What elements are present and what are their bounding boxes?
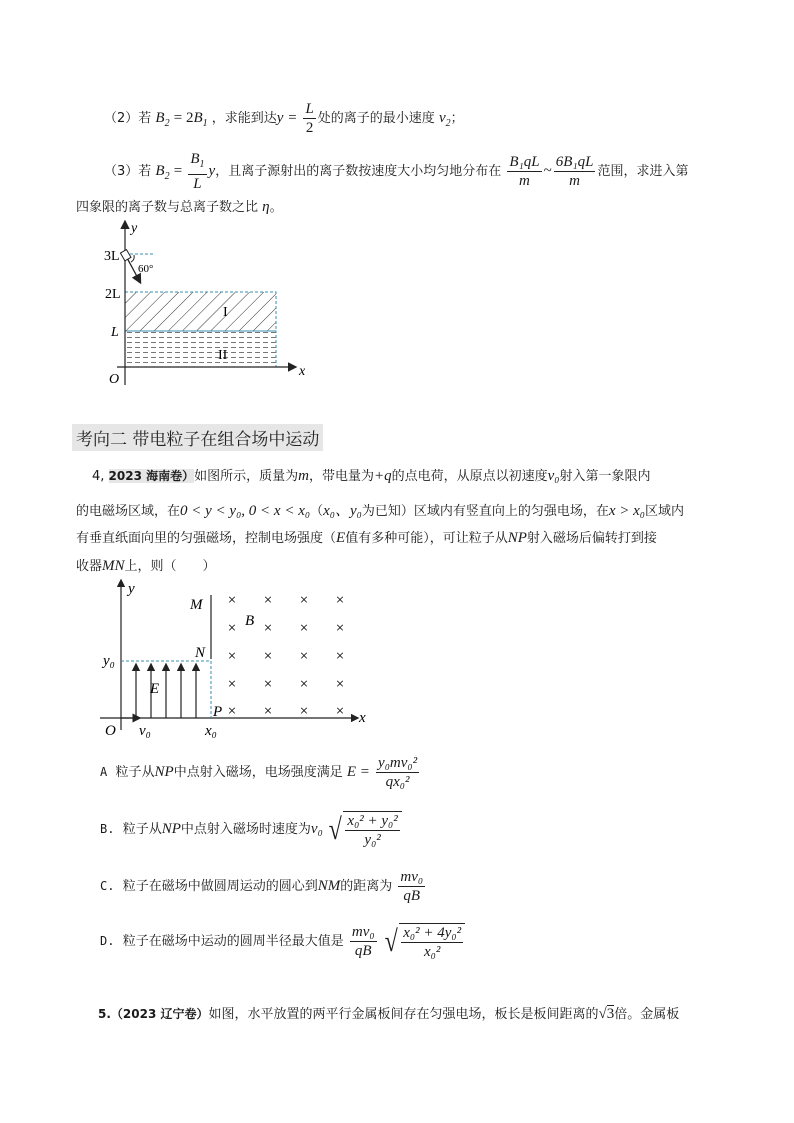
b-field-cross: ×	[299, 648, 309, 665]
angle-label: 60°	[138, 263, 154, 275]
q4-text: 区域内	[645, 504, 685, 519]
y-var: y	[208, 163, 216, 179]
mass-var: m	[298, 468, 309, 484]
x-axis-label: x	[299, 364, 306, 379]
q4-text: （	[310, 504, 324, 519]
b-field-cross: ×	[335, 648, 345, 665]
q4-text: 为已知）区域内有竖直向上的匀强电场，在	[361, 504, 609, 519]
option-text: 中点射入磁场，电场强度满足	[173, 765, 343, 780]
period: 。	[269, 200, 283, 215]
q5-source: （2023 辽宁卷）	[110, 1007, 209, 1021]
b-field-cross: ×	[263, 648, 273, 665]
y-axis-label: y	[131, 221, 138, 236]
q4-line4	[76, 555, 216, 575]
n-label: N	[195, 645, 206, 661]
np-var: NP	[161, 821, 181, 837]
y-eq: y =	[276, 110, 298, 126]
ion-source	[120, 250, 131, 261]
np-var: NP	[507, 530, 527, 546]
p-label: P	[213, 704, 223, 720]
option-text: 粒子从	[122, 822, 162, 837]
q4-text: 的点电荷，从原点以初速度	[391, 469, 548, 484]
q3-part3-line2-text: 四象限的离子数与总离子数之比	[76, 200, 259, 215]
condition-2: x > x₀	[608, 503, 646, 519]
b1-var: $B_1$	[193, 110, 208, 129]
fraction-L-over-2: $\frac{L}{2}$	[305, 101, 314, 136]
option-text: 的距离为	[340, 879, 393, 894]
part-label: （3）若	[104, 164, 152, 179]
option-b[interactable]	[100, 804, 402, 855]
q3-part3-text2: 范围，求进入第	[597, 164, 689, 179]
q4-text: 如图所示，质量为	[194, 469, 299, 484]
q4-text: 收器	[76, 559, 103, 574]
b-field-cross: ×	[263, 620, 273, 637]
part-label: （2）若	[104, 111, 152, 126]
v0-label: v₀	[139, 723, 151, 739]
option-c-fraction: $\frac{\text{mv₀}}{qB}$	[400, 869, 424, 904]
option-d[interactable]	[100, 916, 465, 967]
option-text: 粒子从	[115, 765, 155, 780]
fraction-range-low: $\frac{\text{B₁qL}}{m}$	[509, 154, 540, 189]
mn-var: MN	[102, 558, 125, 574]
region-2-label: II	[218, 348, 228, 363]
region-2-dashed	[125, 331, 276, 367]
tilde: ~	[543, 163, 552, 179]
condition-1: 0 < y < y₀, 0 < x < x₀	[180, 503, 311, 519]
b-field-cross: ×	[335, 592, 345, 609]
q4-line1	[92, 465, 651, 485]
q3-part2-line	[104, 100, 464, 142]
q3-part3-line1	[104, 150, 688, 195]
b-field-cross: ×	[335, 676, 345, 693]
option-c[interactable]	[100, 866, 427, 907]
b-field-cross: ×	[263, 676, 273, 693]
equals-2: = 2	[173, 110, 194, 126]
b-field-cross: ×	[263, 703, 273, 720]
option-text: 粒子在磁场中运动的圆周半径最大值是	[122, 934, 344, 949]
option-text: 中点射入磁场时速度为	[180, 822, 311, 837]
b-field-cross: ×	[335, 620, 345, 637]
option-d-sqrt: √ $\frac{\text{x₀² + 4y₀²}}{\text{x₀²}}$	[383, 922, 465, 962]
option-a[interactable]	[100, 752, 421, 793]
q3-part3-line2	[76, 196, 283, 216]
b-field-cross: ×	[299, 620, 309, 637]
q4-text: 有垂直纸面向里的匀强磁场，控制电场强度（	[76, 531, 337, 546]
b-field-cross: ×	[263, 592, 273, 609]
region-1-label: I	[223, 305, 228, 320]
q4-text: 上，则（ ）	[124, 559, 216, 574]
b-field-cross: ×	[299, 703, 309, 720]
tick-3L: 3L	[104, 249, 120, 264]
option-b-sqrt: √ $\frac{\text{x₀² + y₀²}}{\text{y₀²}}$	[327, 810, 402, 850]
b-field-cross: ×	[335, 703, 345, 720]
e-var: E	[336, 530, 346, 546]
q4-line3	[76, 527, 657, 547]
option-letter: C.	[100, 879, 115, 893]
q4-text: 射入第一象限内	[559, 469, 651, 484]
b-field-cross: ×	[227, 648, 237, 665]
e-label: E	[150, 681, 160, 697]
v0-var: v₀	[547, 468, 560, 484]
option-d-fraction: $\frac{\text{mv₀}}{qB}$	[351, 924, 375, 959]
np-var: NP	[154, 764, 174, 780]
known-vars: x₀、y₀	[323, 503, 362, 519]
m-label: M	[190, 597, 203, 613]
q3-part3-text1: ，且离子源射出的离子数按速度大小均匀地分布在	[215, 164, 502, 179]
option-letter: B.	[100, 822, 115, 836]
v0-coef: v₀	[310, 821, 323, 837]
q5-text: 倍。金属板	[614, 1007, 680, 1022]
fraction-range-high: $\frac{\text{6B₁qL}}{m}$	[555, 154, 594, 189]
y0-label: y₀	[103, 653, 115, 669]
origin-label: O	[105, 723, 116, 739]
option-letter: D.	[100, 934, 115, 948]
charge-var: +q	[374, 468, 392, 484]
figure-1-region-diagram	[95, 220, 315, 390]
equals: =	[173, 163, 183, 179]
b-field-cross: ×	[227, 620, 237, 637]
b-field-cross: ×	[227, 592, 237, 609]
e-eq: E =	[346, 764, 370, 780]
option-a-fraction: $\frac{\text{y₀mv₀²}}{\text{qx₀²}}$	[378, 755, 418, 790]
b-field-cross: ×	[299, 592, 309, 609]
q4-source: 2023 海南卷）	[108, 469, 195, 483]
q4-text: 的电磁场区域，在	[76, 504, 181, 519]
x-axis-label: x	[359, 710, 366, 726]
section-heading: 考向二 带电粒子在组合场中运动	[72, 424, 323, 451]
q4-text: ，带电量为	[308, 469, 374, 484]
nm-var: NM	[317, 878, 341, 894]
origin-label: O	[109, 372, 120, 387]
q5-text: 如图，水平放置的两平行金属板间存在匀强电场，板长是板间距离的	[208, 1007, 599, 1022]
q4-text: 射入磁场后偏转打到接	[526, 531, 657, 546]
semicolon: ；	[450, 111, 464, 126]
x0-label: x₀	[205, 723, 217, 739]
b-field-cross: ×	[227, 676, 237, 693]
tick-L: L	[111, 325, 119, 340]
b2-var: $B_2$	[155, 110, 170, 129]
q4-number: 4,	[92, 469, 105, 484]
b-field-cross: ×	[227, 703, 237, 720]
q5-line1	[98, 1003, 679, 1023]
b2-var: $B_2$	[155, 163, 170, 182]
tick-2L: 2L	[105, 287, 121, 302]
angle-arc	[131, 255, 134, 262]
q4-text: 值有多种可能），可让粒子从	[345, 531, 508, 546]
b-field-cross: ×	[299, 676, 309, 693]
option-text: 粒子在磁场中做圆周运动的圆心到	[122, 879, 318, 894]
b-label: B	[245, 613, 255, 629]
region-1-hatched	[125, 292, 276, 331]
q3-part2-text1: ，求能到达	[211, 111, 277, 126]
v2-var: $v_2$	[438, 110, 451, 129]
option-letter: A	[100, 765, 108, 779]
q3-part2-text2: 处的离子的最小速度	[317, 111, 435, 126]
q4-line2	[76, 499, 684, 520]
eta-var: η	[262, 199, 270, 215]
figure-2-field-diagram	[95, 575, 375, 740]
electric-field-arrows	[136, 665, 196, 718]
y-axis-label: y	[128, 581, 135, 597]
fraction-b1-over-L: $\frac{B_1}{L}$	[190, 151, 205, 192]
q5-number: 5.	[98, 1007, 111, 1021]
sqrt3: √3	[598, 1006, 615, 1022]
magnetic-field-crosses	[228, 592, 344, 719]
